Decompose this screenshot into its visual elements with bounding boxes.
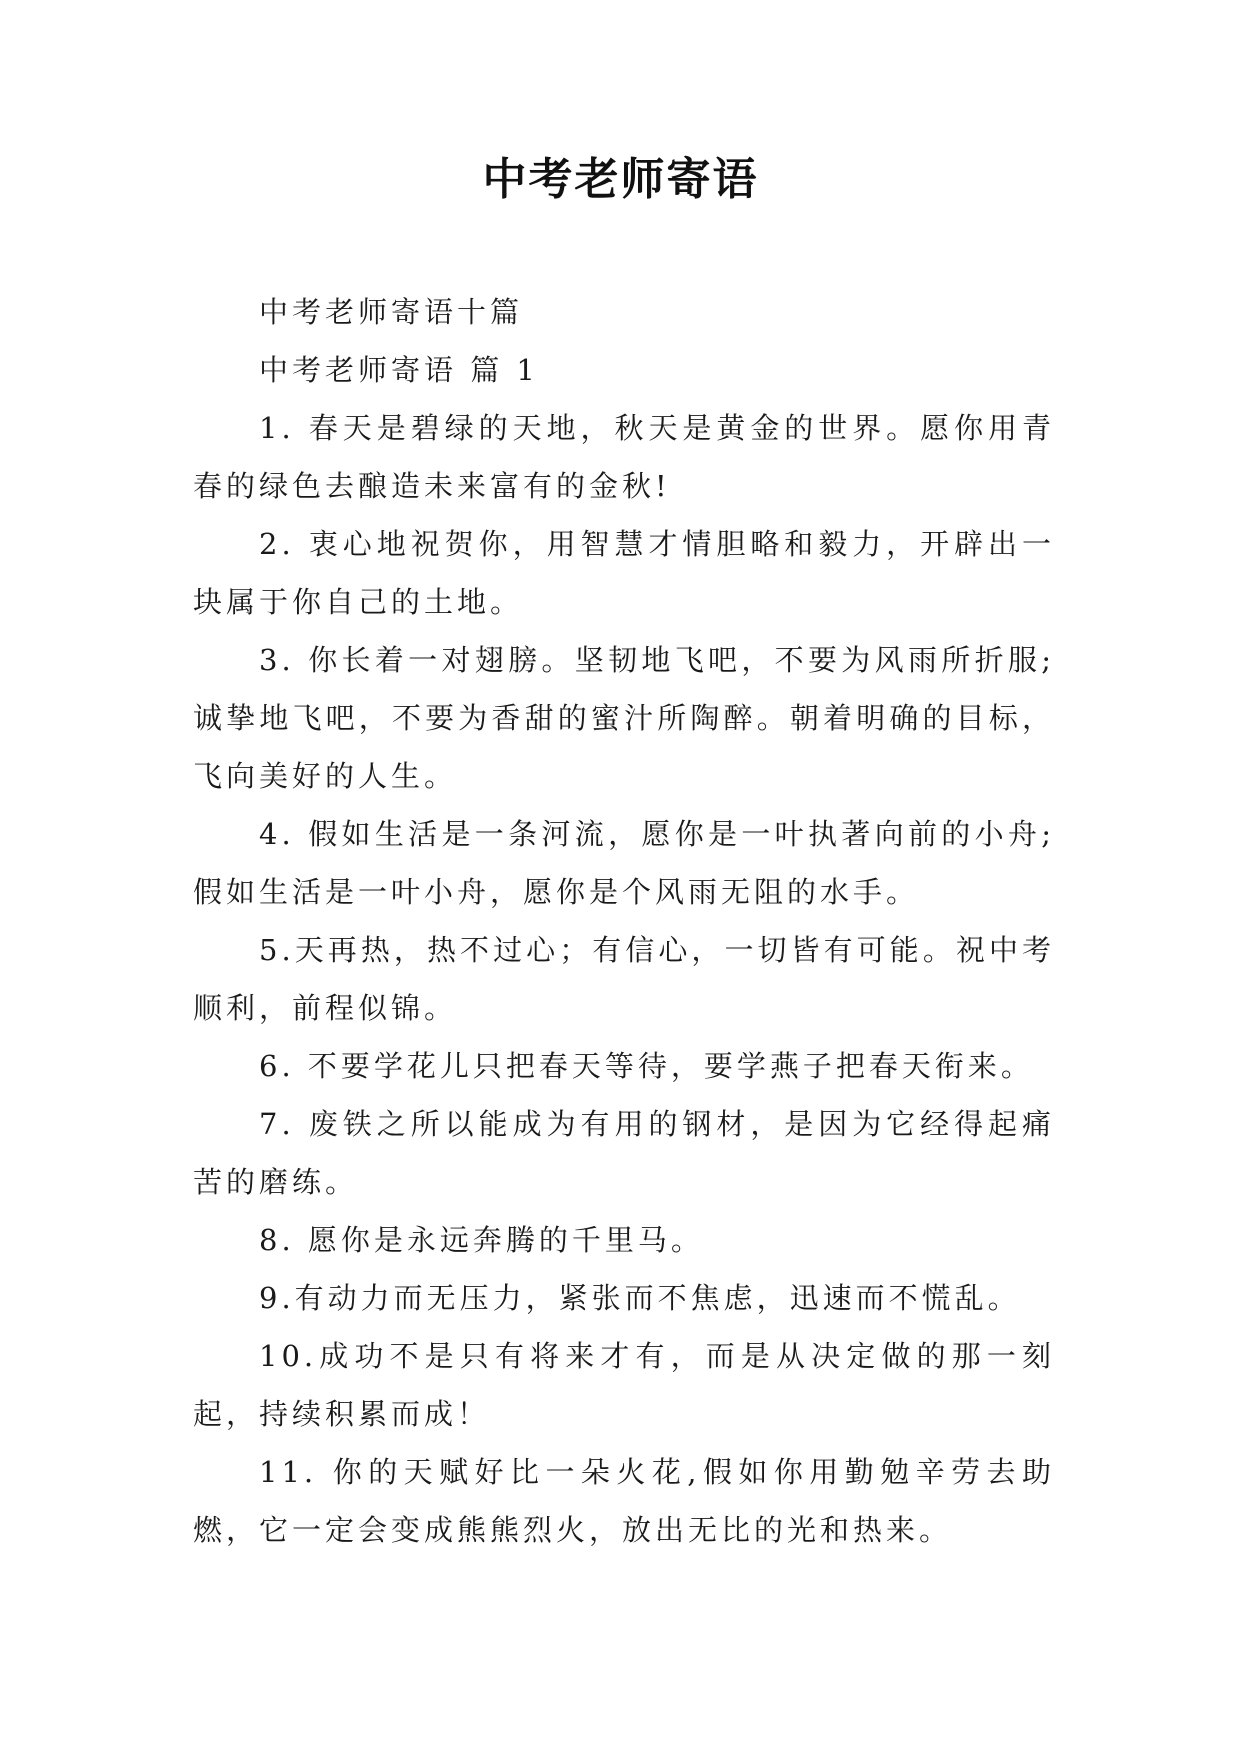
paragraph-item-6: 6. 不要学花儿只把春天等待，要学燕子把春天衔来。 — [259, 1049, 1034, 1083]
document-body — [193, 283, 1055, 1559]
document-title: 中考老师寄语 — [482, 154, 759, 205]
paragraph-item-5: 5.天再热，热不过心；有信心，一切皆有可能。祝中考顺利，前程似锦。 — [193, 933, 1055, 1025]
paragraph-item-1: 1. 春天是碧绿的天地，秋天是黄金的世界。愿你用青春的绿色去酿造未来富有的金秋! — [193, 411, 1055, 503]
section-heading: 中考老师寄语 篇 1 — [259, 353, 539, 387]
paragraph-item-7: 7. 废铁之所以能成为有用的钢材，是因为它经得起痛苦的磨练。 — [193, 1107, 1055, 1199]
paragraph-item-2: 2. 衷心地祝贺你，用智慧才情胆略和毅力，开辟出一块属于你自己的土地。 — [193, 527, 1055, 619]
paragraph-item-3: 3. 你长着一对翅膀。坚韧地飞吧，不要为风雨所折服;诚挚地飞吧，不要为香甜的蜜汁所陶醉。朝着明确的目标，飞向美好的人生。 — [193, 643, 1055, 793]
paragraph-item-11: 11. 你的天赋好比一朵火花,假如你用勤勉辛劳去助燃，它一定会变成熊熊烈火，放出无比的光和热来。 — [193, 1455, 1055, 1547]
subtitle-paragraph: 中考老师寄语十篇 — [259, 295, 524, 329]
paragraph-item-8: 8. 愿你是永远奔腾的千里马。 — [259, 1223, 704, 1257]
paragraph-item-4: 4. 假如生活是一条河流，愿你是一叶执著向前的小舟;假如生活是一叶小舟，愿你是个风雨无阻的水手。 — [193, 817, 1055, 909]
paragraph-item-10: 10.成功不是只有将来才有，而是从决定做的那一刻起，持续积累而成！ — [193, 1339, 1055, 1431]
paragraph-item-9: 9.有动力而无压力，紧张而不焦虑，迅速而不慌乱。 — [259, 1281, 1021, 1315]
